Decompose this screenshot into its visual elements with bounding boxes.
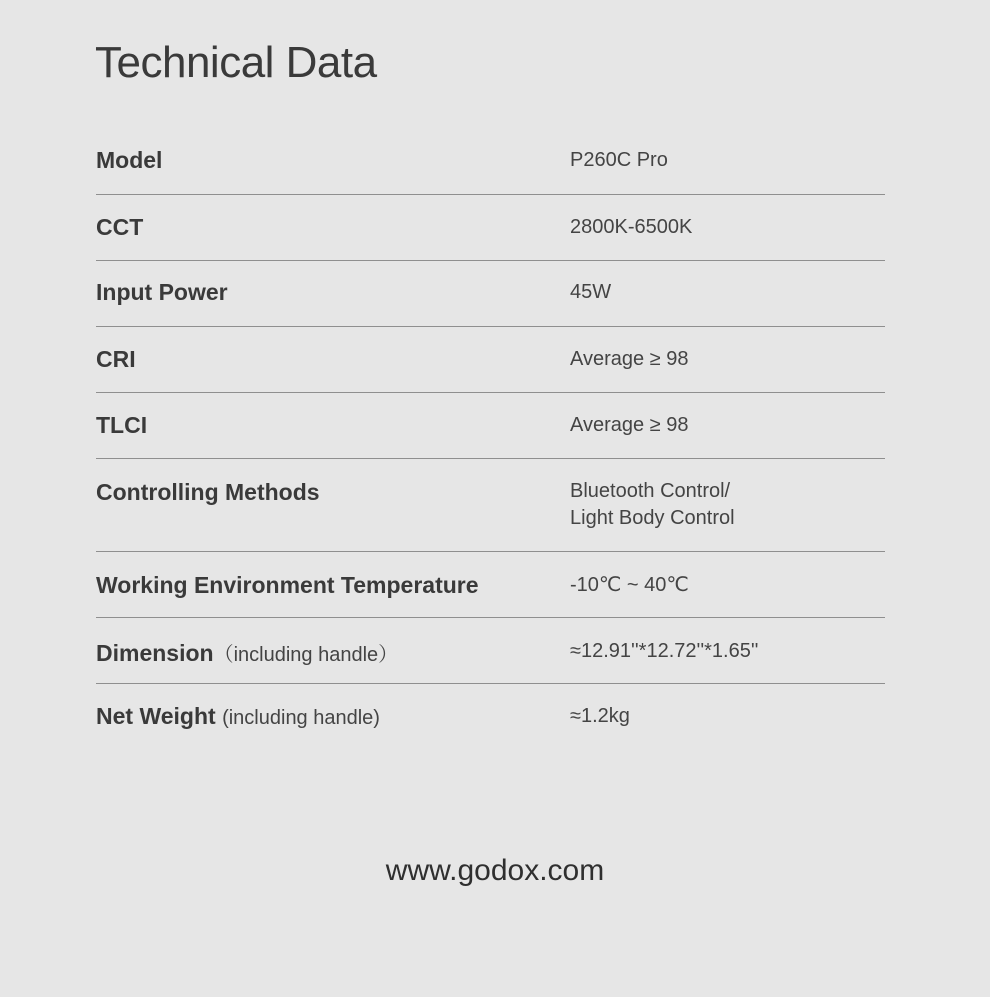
spec-value-line: Light Body Control: [570, 507, 735, 529]
spec-row-working-temperature: [96, 552, 885, 618]
spec-row-tlci: [96, 393, 885, 459]
spec-value: ≈12.91''*12.72''*1.65'': [570, 640, 759, 662]
spec-label: Dimension（including handle）: [96, 640, 399, 666]
spec-row-cri: [96, 327, 885, 393]
spec-label-note: (including handle): [222, 707, 380, 729]
spec-value-line: Bluetooth Control/: [570, 480, 731, 502]
spec-label: CRI: [96, 346, 136, 372]
spec-table: [96, 128, 885, 750]
spec-value: [570, 478, 735, 532]
spec-label: TLCI: [96, 412, 148, 438]
page-title: Technical Data: [95, 38, 377, 87]
spec-row-cct: [96, 195, 885, 261]
spec-label: CCT: [96, 214, 144, 240]
spec-value: Average ≥ 98: [570, 414, 689, 436]
spec-label: Controlling Methods: [96, 479, 320, 505]
spec-value: 2800K-6500K: [570, 216, 693, 238]
website-link[interactable]: www.godox.com: [385, 854, 605, 887]
spec-row-model: [96, 128, 885, 195]
spec-label: Net Weight (including handle): [96, 703, 380, 729]
spec-row-net-weight: [96, 684, 885, 750]
spec-row-dimension: [96, 618, 885, 684]
spec-value: -10℃ ~ 40℃: [570, 574, 689, 596]
spec-label: Working Environment Temperature: [96, 572, 479, 598]
spec-label: Input Power: [96, 279, 228, 305]
spec-label-note: （including handle）: [213, 644, 399, 666]
spec-row-controlling-methods: [96, 459, 885, 552]
spec-row-input-power: [96, 261, 885, 327]
spec-value: P260C Pro: [570, 149, 668, 171]
spec-label: Model: [96, 147, 163, 173]
spec-value: 45W: [570, 281, 612, 303]
spec-value: Average ≥ 98: [570, 348, 689, 370]
spec-value: ≈1.2kg: [570, 705, 630, 727]
